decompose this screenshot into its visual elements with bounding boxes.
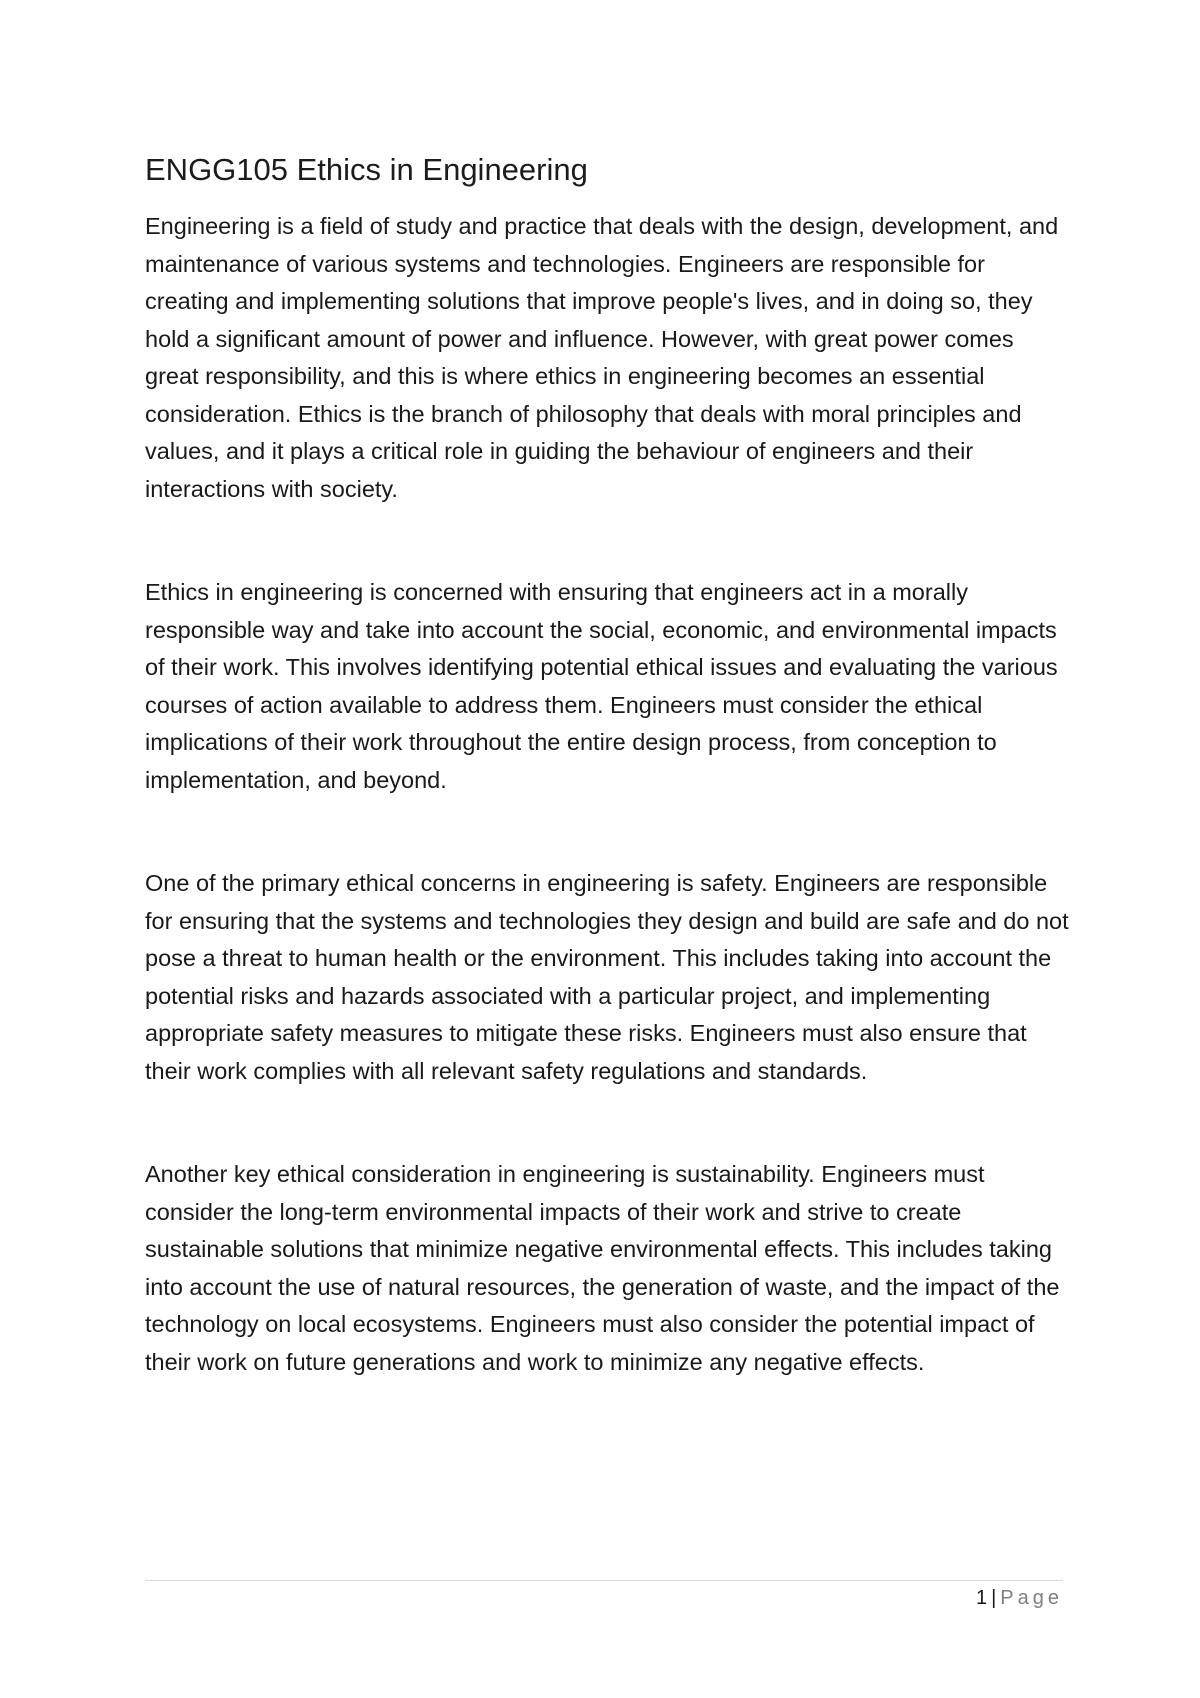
page-number: 1 bbox=[975, 1587, 988, 1609]
footer-separator: | bbox=[991, 1587, 997, 1609]
document-title: ENGG105 Ethics in Engineering bbox=[145, 152, 588, 187]
paragraph-safety: One of the primary ethical concerns in engineering is safety. Engineers are responsible for ensuring that the systems and technologies they design and build are safe and do not pose a threat to human health or the environment. This includes taking into account the potential risks and hazards associated with a particular project, and implementing appropriate safety measures to mitigate these risks. Engineers must also ensure that their work complies with all relevant safety regulations and standards. bbox=[145, 870, 1069, 1084]
paragraph-intro: Engineering is a field of study and practice that deals with the design, development, and maintenance of various systems and technologies. Engineers are responsible for creating and implementing solutions that improve people's lives, and in doing so, they hold a significant amount of power and influence. However, with great power comes great responsibility, and this is where ethics in engineering becomes an essential consideration. Ethics is the branch of philosophy that deals with moral principles and values, and it plays a critical role in guiding the behaviour of engineers and their interactions with society. bbox=[145, 213, 1059, 502]
footer-divider bbox=[145, 1580, 1063, 1581]
page-label: Page bbox=[1000, 1587, 1063, 1609]
paragraph-ethics-concern: Ethics in engineering is concerned with ensuring that engineers act in a morally responsible way and take into account the social, economic, and environmental impacts of their work. This involves identifying potential ethical issues and evaluating the various courses of action available to address them. Engineers must consider the ethical implications of their work throughout the entire design process, from conception to implementation, and beyond. bbox=[145, 579, 1058, 793]
document-body bbox=[145, 150, 1070, 1447]
page-footer bbox=[976, 1584, 1063, 1612]
paragraph-sustainability: Another key ethical consideration in engineering is sustainability. Engineers must consider the long-term environmental impacts of their work and strive to create sustainable solutions that minimize negative environmental effects. This includes taking into account the use of natural resources, the generation of waste, and the impact of the technology on local ecosystems. Engineers must also consider the potential impact of their work on future generations and work to minimize any negative effects. bbox=[145, 1161, 1060, 1375]
